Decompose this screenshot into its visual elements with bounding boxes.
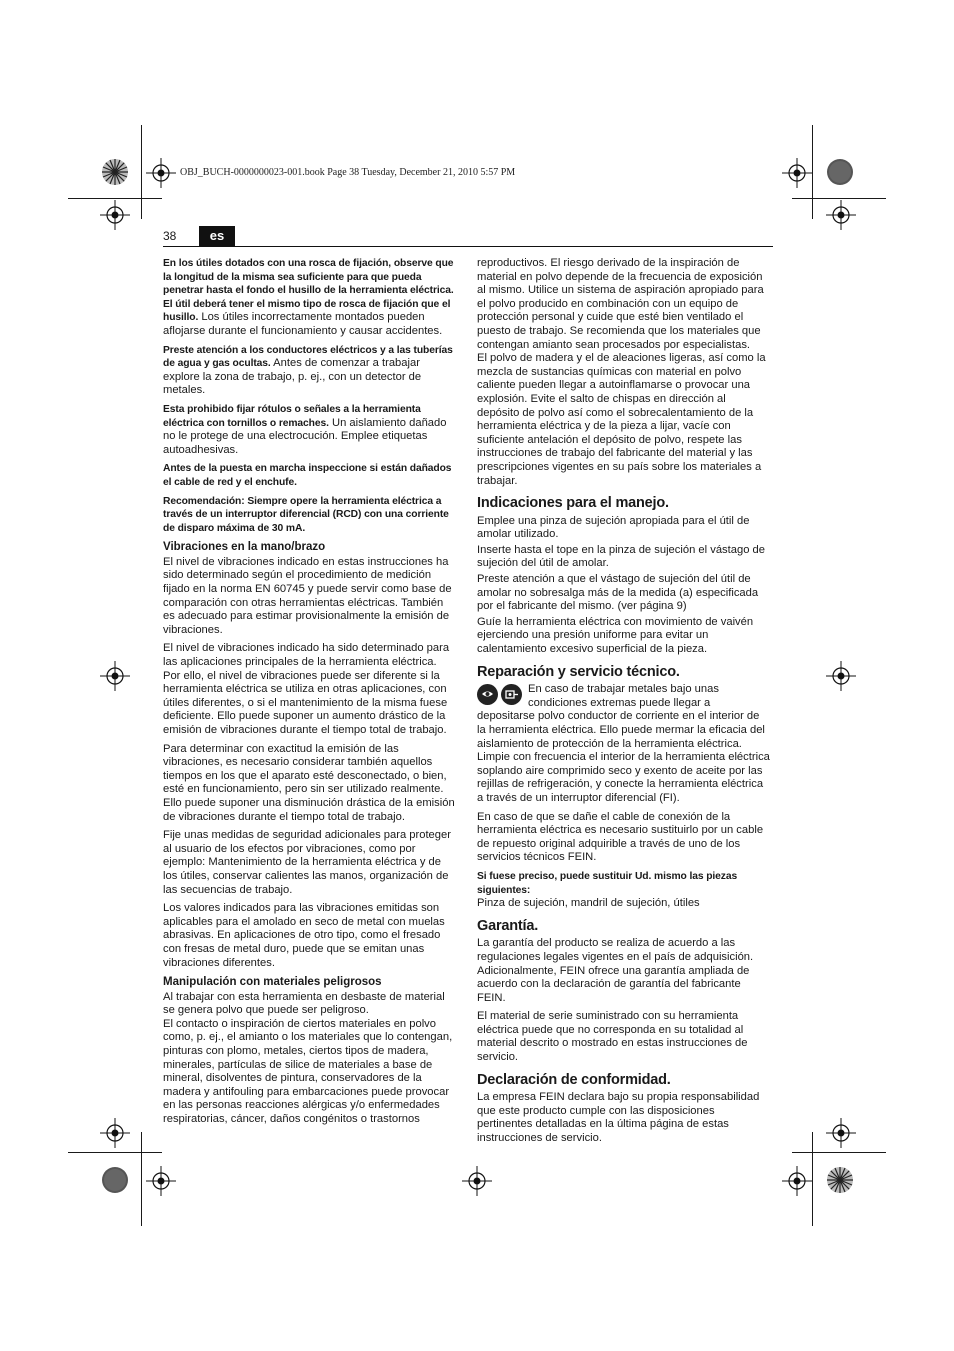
- crop-line: [68, 1152, 162, 1153]
- body-text: Un aislamiento dañado no le protege de una electrocución. Emplee etiquetas autoadhesivas.: [163, 416, 447, 456]
- header-rule: [163, 246, 773, 247]
- registration-mark-icon: [782, 1166, 812, 1196]
- subheading-hazardous-materials: Manipulación con materiales peligrosos: [163, 976, 382, 989]
- paragraph: La garantía del producto se realiza de acuerdo a las regulaciones legales vigentes en el país de adquisición. Adicionalmente, FEIN ofrece una garantía ampliada de acuerdo con la declaración de garantía del fabricante FEIN.: [477, 937, 754, 1004]
- paragraph: El nivel de vibraciones indicado ha sido determinado para las aplicaciones principales de la herramienta eléctrica. Por ello, el nivel de vibraciones puede ser diferente si la herramienta eléctrica se utiliza en otras aplicaciones, con útiles diferentes, o si el mantenimiento de la misma fuese deficiente. Ello puede suponer un aumento drástico de la emisión de vibraciones durante el tiempo total de trabajo.: [163, 642, 450, 736]
- safety-icons: [477, 684, 522, 705]
- paragraph: El nivel de vibraciones indicado en estas instrucciones ha sido determinado según el procedimiento de medición fijado en la norma EN 60745 y puede servir como base de comparación con otras herramientas eléctricas. También es adecuado para estimar provisionalmente la emisión de vibraciones.: [163, 555, 452, 636]
- left-column: [163, 257, 457, 1132]
- paragraph: Los valores indicados para las vibraciones emitidas son aplicables para el amolado en seco de metal con muelas abrasivas. En aplicaciones de otro tipo, como el fresado con fresas de metal duro, puede que se emitan unas vibraciones diferentes.: [163, 902, 445, 969]
- registration-mark-icon: [146, 158, 176, 188]
- registration-mark-icon: [100, 661, 130, 691]
- paragraph: [477, 870, 771, 897]
- paragraph: [163, 495, 457, 536]
- registration-mark-icon: [100, 200, 130, 230]
- crop-line: [68, 198, 162, 199]
- bold-text: Antes de la puesta en marcha inspeccione si están dañados el cable de red y el enchufe.: [163, 463, 452, 488]
- page-number: 38: [163, 229, 177, 243]
- heading-repair: Reparación y servicio técnico.: [477, 663, 680, 680]
- eye-protection-icon: [477, 684, 498, 705]
- registration-mark-icon: [100, 1118, 130, 1148]
- paragraph: En caso de trabajar metales bajo unas condiciones extremas puede llegar a depositarse polvo conductor de corriente en el interior de la herramienta eléctrica. Ello puede mermar la eficacia del aislamiento de protección de la herramienta eléctrica. Limpie con frecuencia el interior de la herramienta eléctrica soplando aire comprimido seco y exento de aceite por las rejillas de refrigeración, y conecte la herramienta eléctrica a través de un interruptor diferencial (FI).: [477, 683, 770, 804]
- bold-text: En los útiles dotados con una rosca de fijación, observe que la longitud de la misma sea suficiente para que pueda penetrar hasta el fondo el husillo de la herramienta eléctrica. El útil deberá tener el mismo tipo de rosca de fijación que el husillo.: [163, 258, 454, 324]
- crop-line: [141, 1132, 142, 1226]
- gray-target-icon: [101, 1166, 129, 1194]
- crop-line: [792, 198, 886, 199]
- right-column: [477, 257, 771, 1151]
- paragraph: Guíe la herramienta eléctrica con movimiento de vaivén ejerciendo una presión uniforme para evitar un calentamiento excesivo superficial de la pieza.: [477, 615, 754, 656]
- crop-line: [141, 125, 142, 219]
- body-text: Los útiles incorrectamente montados pueden aflojarse durante el funcionamiento y causar accidentes.: [163, 311, 443, 337]
- paragraph: Para determinar con exactitud la emisión de las vibraciones, es necesario considerar también aquellos tiempos en los que el aparato esté desconectado, o bien, esté en funcionamiento, pero sin ser utilizado realmente. Ello puede suponer una disminución drástica de la emisión de vibraciones durante el tiempo total de trabajo.: [163, 742, 455, 823]
- language-badge: es: [199, 226, 235, 246]
- paragraph: El contacto o inspiración de ciertos materiales en polvo como, p. ej., el amianto o los materiales que lo contengan, pinturas con plomo, metales, ciertos tipos de madera, minerales, partículas de silice de materiales a base de mineral, disolventes de pintura, conservadores de la madera y antifouling para embarcaciones puede provocar en las personas reacciones alérgicas y/o enfermedades respiratorias, cáncer, daños congénitos o trastornos: [163, 1017, 453, 1126]
- paragraph: [163, 257, 457, 339]
- paragraph: [163, 403, 457, 457]
- electrical-safety-icon: [501, 684, 522, 705]
- registration-mark-icon: [826, 1118, 856, 1148]
- registration-mark-icon: [782, 158, 812, 188]
- paragraph: Al trabajar con esta herramienta en desbaste de material se genera polvo que puede ser peligroso.: [163, 990, 445, 1017]
- starburst-target-icon: [101, 158, 129, 186]
- paragraph: La empresa FEIN declara bajo su propia responsabilidad que este producto cumple con las disposiciones pertinentes detalladas en la última página de estas instrucciones de servicio.: [477, 1091, 760, 1145]
- gray-target-icon: [826, 158, 854, 186]
- crop-line: [812, 1132, 813, 1226]
- starburst-target-icon: [826, 1166, 854, 1194]
- registration-mark-icon: [146, 1166, 176, 1196]
- paragraph: El material de serie suministrado con su herramienta eléctrica puede que no corresponda en su totalidad al material descrito o mostrado en estas instrucciones de servicio.: [477, 1010, 748, 1064]
- paragraph: Emplee una pinza de sujeción apropiada para el útil de amolar utilizado.: [477, 514, 750, 541]
- paragraph: Inserte hasta el tope en la pinza de sujeción el vástago de sujeción del útil de amolar.: [477, 543, 765, 570]
- heading-conformity: Declaración de conformidad.: [477, 1071, 671, 1088]
- paragraph: Pinza de sujeción, mandril de sujeción, útiles: [477, 897, 700, 910]
- registration-mark-icon: [826, 661, 856, 691]
- paragraph: [163, 462, 457, 489]
- crop-line: [812, 125, 813, 219]
- paragraph: Preste atención a que el vástago de sujeción del útil de amolar no sobresalga más de la medida (a) especificada por el fabricante del mismo. (ver página 9): [477, 573, 759, 613]
- bold-text: Preste atención a los conductores eléctricos y a las tuberías de agua y gas ocultas.: [163, 344, 453, 370]
- bold-text: Si fuese preciso, puede sustituir Ud. mismo las piezas siguientes:: [477, 870, 738, 896]
- body-text: Antes de comenzar a trabajar explore la zona de trabajo, p. ej., con un detector de metales.: [163, 357, 422, 397]
- crop-line: [792, 1152, 886, 1153]
- registration-mark-icon: [826, 200, 856, 230]
- bold-text: Recomendación: Siempre opere la herramienta eléctrica a través de un interruptor diferencial (RCD) con una corriente de disparo máxima de 30 mA.: [163, 495, 449, 534]
- paragraph: reproductivos. El riesgo derivado de la inspiración de material en polvo depende de la frecuencia de exposición al mismo. Utilice un sistema de aspiración apropiado para el polvo producido en combinación con un equipo de protección personal y cuide que esté bien ventilado el puesto de trabajo. Se recomienda que los materiales que contengan amianto sean procesados por especialistas.: [477, 257, 764, 351]
- file-info-header: OBJ_BUCH-0000000023-001.book Page 38 Tuesday, December 21, 2010 5:57 PM: [180, 167, 516, 178]
- subheading-vibrations: Vibraciones en la mano/brazo: [163, 541, 326, 554]
- registration-mark-icon: [462, 1166, 492, 1196]
- heading-warranty: Garantía.: [477, 917, 539, 934]
- paragraph: Fije unas medidas de seguridad adicionales para proteger al usuario de los efectos por vibraciones, como por ejemplo: Mantenimiento de la herramienta eléctrica y de los útiles, conservar calientes las manos, organización de las secuencias de trabajo.: [163, 829, 451, 896]
- paragraph: [163, 344, 457, 398]
- bold-text: Esta prohibido fijar rótulos o señales a la herramienta eléctrica con tornillos o remaches.: [163, 403, 421, 429]
- paragraph: El polvo de madera y el de aleaciones ligeras, así como la mezcla de sustancias químicas con material en polvo caliente pueden llegar a autoinflamarse o provocar una explosión. Evite el salto de chispas en dirección al depósito de polvo así como el sobrecalentamiento de la herramienta eléctrica y de la pieza a lijar, vacíe con suficiente antelación el depósito de polvo, respete las instrucciones de trabajo del fabricante del material y las prescripciones vigentes en su país sobre los materiales a trabajar.: [477, 352, 766, 487]
- paragraph: En caso de que se dañe el cable de conexión de la herramienta eléctrica es necesario sustituirlo por un cable de repuesto original adquirible a través de uno de los servicios técnicos FEIN.: [477, 810, 764, 864]
- heading-handling: Indicaciones para el manejo.: [477, 495, 669, 512]
